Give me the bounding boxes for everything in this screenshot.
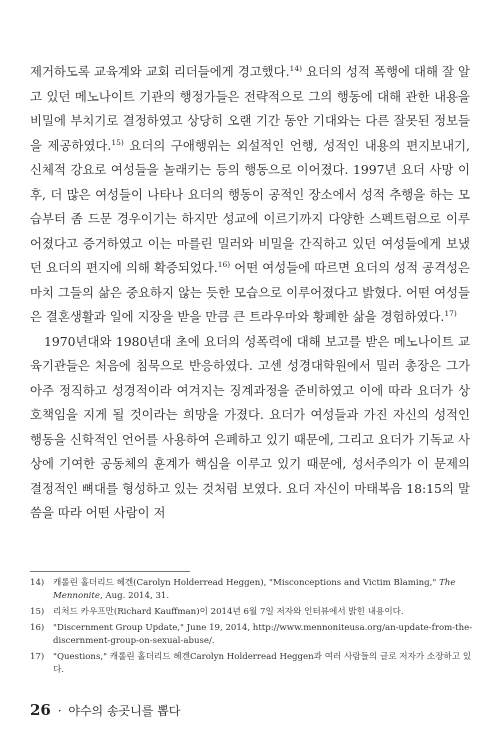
footnote-number: 17) [30, 652, 45, 662]
footnote-text: "Questions," 캐롤린 홀더리드 헤겐Carolyn Holderread Heggen과 여러 사람들의 글로 저자가 소장하고 있다. [53, 652, 472, 675]
footnote-number: 14) [30, 578, 45, 588]
footnote-divider [30, 571, 190, 572]
footnote-italic-title: The Mennonite [53, 578, 456, 601]
footer-separator: · [57, 704, 62, 718]
footnote-ref-17[interactable]: 17) [444, 309, 457, 318]
footnote-text-part: , Aug. 2014, 31. [99, 591, 170, 601]
main-body-text [30, 60, 470, 526]
footnote-text: 리처드 카우프만(Richard Kauffman)이 2014년 6월 7일 저자와 인터뷰에서 밝힌 내용이다. [53, 607, 404, 617]
footnote-14 [30, 577, 475, 603]
footnote-ref-14[interactable]: 14) [289, 64, 303, 73]
paragraph-1 [30, 60, 470, 330]
page-footer [30, 701, 180, 719]
footnote-number: 16) [30, 623, 45, 633]
p1-text-a: 제거하도록 교육계와 교회 리더들에게 경고했다. [30, 64, 290, 79]
footnote-ref-15[interactable]: 15) [111, 137, 124, 147]
footnote-16 [30, 622, 475, 648]
book-title: 야수의 송곳니를 뽑다 [68, 704, 181, 718]
p1-text-d: 어떤 여성들에 따르면 요더의 성적 공격성은 마치 그들의 삶은 중요하지 않는 듯한 모습으로 이루어졌다고 밝혔다. 어떤 여성들은 결혼생활과 일에 지장을 받을 만큼 큰 트라우마와 황폐한 삶을 경험하였다. [30, 260, 470, 324]
p1-text-b: 요더의 성적 폭행에 대해 잘 알고 있던 메노나이트 기관의 행정가들은 전략적으로 그의 행동에 대해 관한 내용을 비밀에 부치기로 결정하였고 상당히 오랜 기간 동안 기대와는 다른 잘못된 정보들을 제공하였다. [30, 64, 470, 153]
footnotes-section [30, 577, 475, 677]
footnote-text-part: 캐롤린 홀더리드 헤겐(Carolyn Holderread Heggen), "Misconceptions and Victim Blaming," [53, 578, 440, 588]
paragraph-2: 1970년대와 1980년대 초에 요더의 성폭력에 대해 보고를 받은 메노나이트 교육기관들은 처음에 침묵으로 반응하였다. 고센 성경대학원에서 밀러 총장은 그가 아주 정직하고 성경적이라 여겨지는 징계과정을 준비하였고 이에 따라 요더가 상호책임을 지게 될 것이라는 희망을 가졌다. 요더가 여성들과 가진 자신의 성적인 행동을 신학적인 언어를 사용하여 은폐하고 있기 때문에, 그리고 요더가 기독교 사상에 기여한 공동체의 훈계가 핵심을 이루고 있기 때문에, 성서주의가 이 문제의 결정적인 뼈대를 형성하고 있는 것처럼 보였다. 요더 자신이 마태복음 18:15의 말씀을 따라 어떤 사람이 저 [30, 333, 470, 520]
footnote-ref-16[interactable]: 16) [217, 260, 231, 269]
footnote-number: 15) [30, 607, 45, 617]
footnote-text: "Discernment Group Update," June 19, 2014, http://www.mennoniteusa.org/an-update-from-the-discernment-group-on-sexual-abuse/. [53, 623, 473, 646]
footnote-text [53, 577, 475, 603]
footnote-15 [30, 606, 475, 619]
footnote-17 [30, 651, 475, 677]
page-number: 26 [30, 701, 51, 719]
p1-text-c: 요더의 구애행위는 외설적인 언행, 성적인 내용의 편지보내기, 신체적 강요로 여성들을 놀래키는 등의 행동으로 이어졌다. 1997년 요더 사망 이후, 더 많은 여성들이 나타나 요더의 행동이 공적인 장소에서 성적 추행을 하는 모습부터 좀 드문 경우이기는 하지만 성교에 이르기까지 다양한 스펙트럼으로 이루어졌다고 증거하였고 이는 마를린 밀러와 비밀을 간직하고 있던 여성들에게 보냈던 요더의 편지에 의해 확증되었다. [30, 137, 470, 275]
